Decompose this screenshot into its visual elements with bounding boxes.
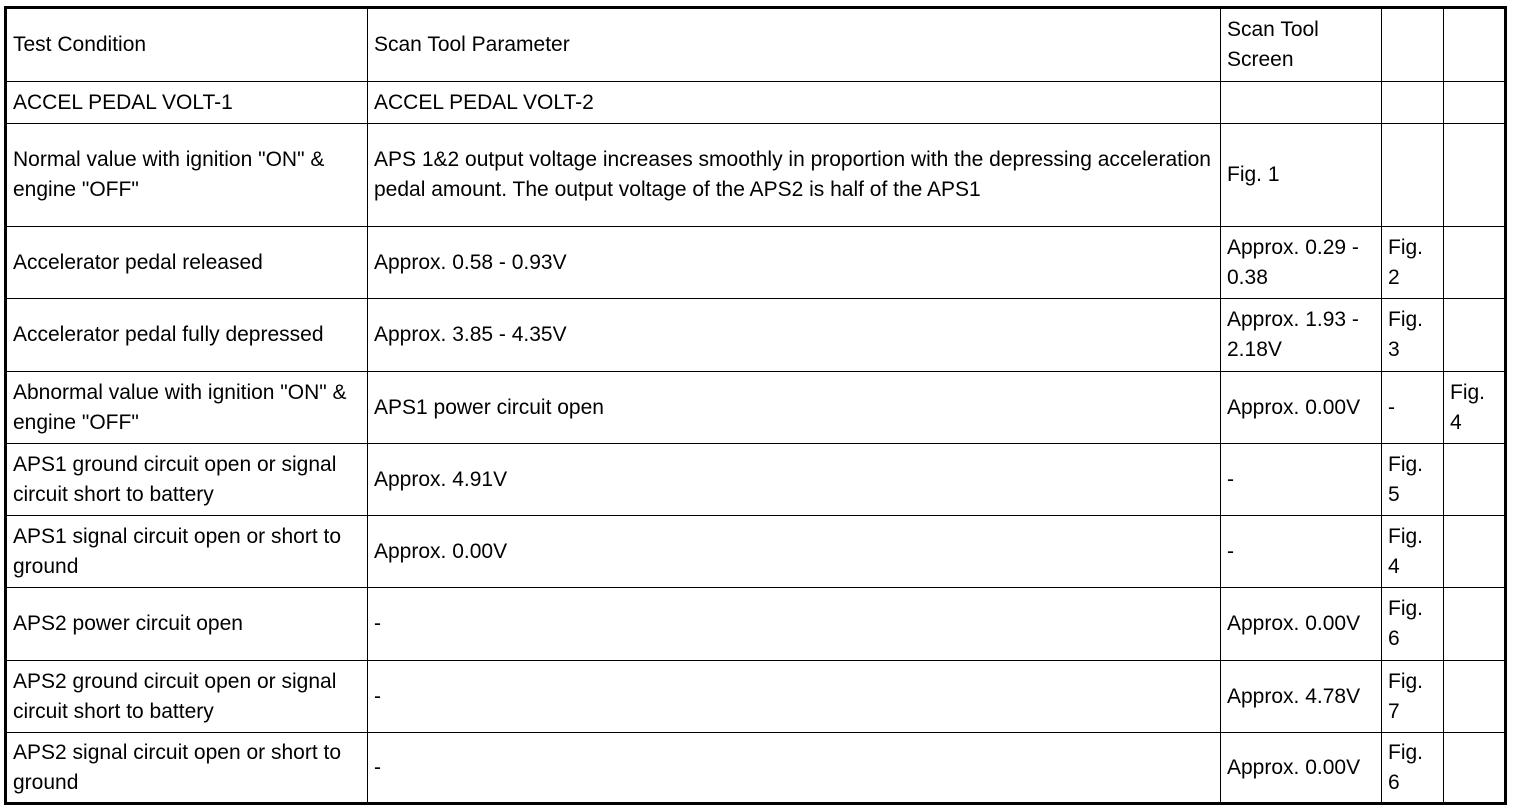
scan-tool-parameter-cell: APS 1&2 output voltage increases smoothly in proportion with the depressing acceleration pedal amount. The output voltage of the APS2 is half of the APS1 — [368, 124, 1221, 227]
scan-tool-parameter-cell: Approx. 0.58 - 0.93V — [368, 227, 1221, 299]
test-condition-cell: APS2 signal circuit open or short to ground — [6, 733, 368, 804]
header-scan-tool-parameter: Scan Tool Parameter — [368, 8, 1221, 82]
figure-cell — [1444, 588, 1506, 661]
figure-cell: Fig. 4 — [1444, 372, 1506, 444]
table-row — [6, 124, 1506, 227]
scan-tool-screen-cell: Approx. 0.00V — [1221, 733, 1382, 804]
header-extra-cell — [1444, 8, 1506, 82]
scan-tool-screen-cell: Approx. 0.29 - 0.38 — [1221, 227, 1382, 299]
scan-tool-screen-cell: Approx. 0.00V — [1221, 588, 1382, 661]
scan-tool-parameter-cell: APS1 power circuit open — [368, 372, 1221, 444]
table-row — [6, 444, 1506, 516]
subheader-cell — [1444, 82, 1506, 124]
figure-cell: - — [1382, 372, 1444, 444]
figure-cell: Fig. 4 — [1382, 516, 1444, 588]
test-condition-cell: Accelerator pedal released — [6, 227, 368, 299]
table-row — [6, 733, 1506, 804]
subheader-accel-pedal-volt-1: ACCEL PEDAL VOLT-1 — [6, 82, 368, 124]
figure-cell: Fig. 6 — [1382, 733, 1444, 804]
table-row — [6, 227, 1506, 299]
scan-tool-screen-cell: Fig. 1 — [1221, 124, 1382, 227]
figure-cell — [1444, 516, 1506, 588]
scan-tool-screen-cell: - — [1221, 516, 1382, 588]
scan-tool-screen-cell: Approx. 0.00V — [1221, 372, 1382, 444]
subheader-row — [6, 82, 1506, 124]
figure-cell — [1444, 444, 1506, 516]
test-condition-cell: APS2 ground circuit open or signal circuit short to battery — [6, 661, 368, 733]
table-row — [6, 661, 1506, 733]
scan-tool-screen-cell: Approx. 4.78V — [1221, 661, 1382, 733]
table-row — [6, 299, 1506, 372]
subheader-cell — [1221, 82, 1382, 124]
test-condition-cell: Normal value with ignition "ON" & engine "OFF" — [6, 124, 368, 227]
test-condition-cell: APS2 power circuit open — [6, 588, 368, 661]
table-row — [6, 588, 1506, 661]
header-row — [6, 8, 1506, 82]
scan-tool-parameter-cell: Approx. 4.91V — [368, 444, 1221, 516]
header-extra-cell — [1382, 8, 1444, 82]
test-condition-cell: APS1 ground circuit open or signal circuit short to battery — [6, 444, 368, 516]
figure-cell — [1444, 124, 1506, 227]
scan-tool-parameter-cell: - — [368, 733, 1221, 804]
scan-tool-table — [4, 6, 1507, 805]
scan-tool-screen-cell: - — [1221, 444, 1382, 516]
figure-cell — [1444, 299, 1506, 372]
figure-cell: Fig. 7 — [1382, 661, 1444, 733]
subheader-accel-pedal-volt-2: ACCEL PEDAL VOLT-2 — [368, 82, 1221, 124]
figure-cell: Fig. 6 — [1382, 588, 1444, 661]
figure-cell: Fig. 5 — [1382, 444, 1444, 516]
scan-tool-parameter-cell: Approx. 3.85 - 4.35V — [368, 299, 1221, 372]
figure-cell — [1444, 227, 1506, 299]
test-condition-cell: Abnormal value with ignition "ON" & engine "OFF" — [6, 372, 368, 444]
table-row — [6, 372, 1506, 444]
scan-tool-screen-cell: Approx. 1.93 - 2.18V — [1221, 299, 1382, 372]
subheader-cell — [1382, 82, 1444, 124]
figure-cell: Fig. 2 — [1382, 227, 1444, 299]
scan-tool-parameter-cell: - — [368, 588, 1221, 661]
figure-cell — [1382, 124, 1444, 227]
header-test-condition: Test Condition — [6, 8, 368, 82]
figure-cell: Fig. 3 — [1382, 299, 1444, 372]
figure-cell — [1444, 661, 1506, 733]
header-scan-tool-screen: Scan Tool Screen — [1221, 8, 1382, 82]
test-condition-cell: Accelerator pedal fully depressed — [6, 299, 368, 372]
test-condition-cell: APS1 signal circuit open or short to ground — [6, 516, 368, 588]
table-row — [6, 516, 1506, 588]
scan-tool-parameter-cell: - — [368, 661, 1221, 733]
figure-cell — [1444, 733, 1506, 804]
scan-tool-parameter-cell: Approx. 0.00V — [368, 516, 1221, 588]
